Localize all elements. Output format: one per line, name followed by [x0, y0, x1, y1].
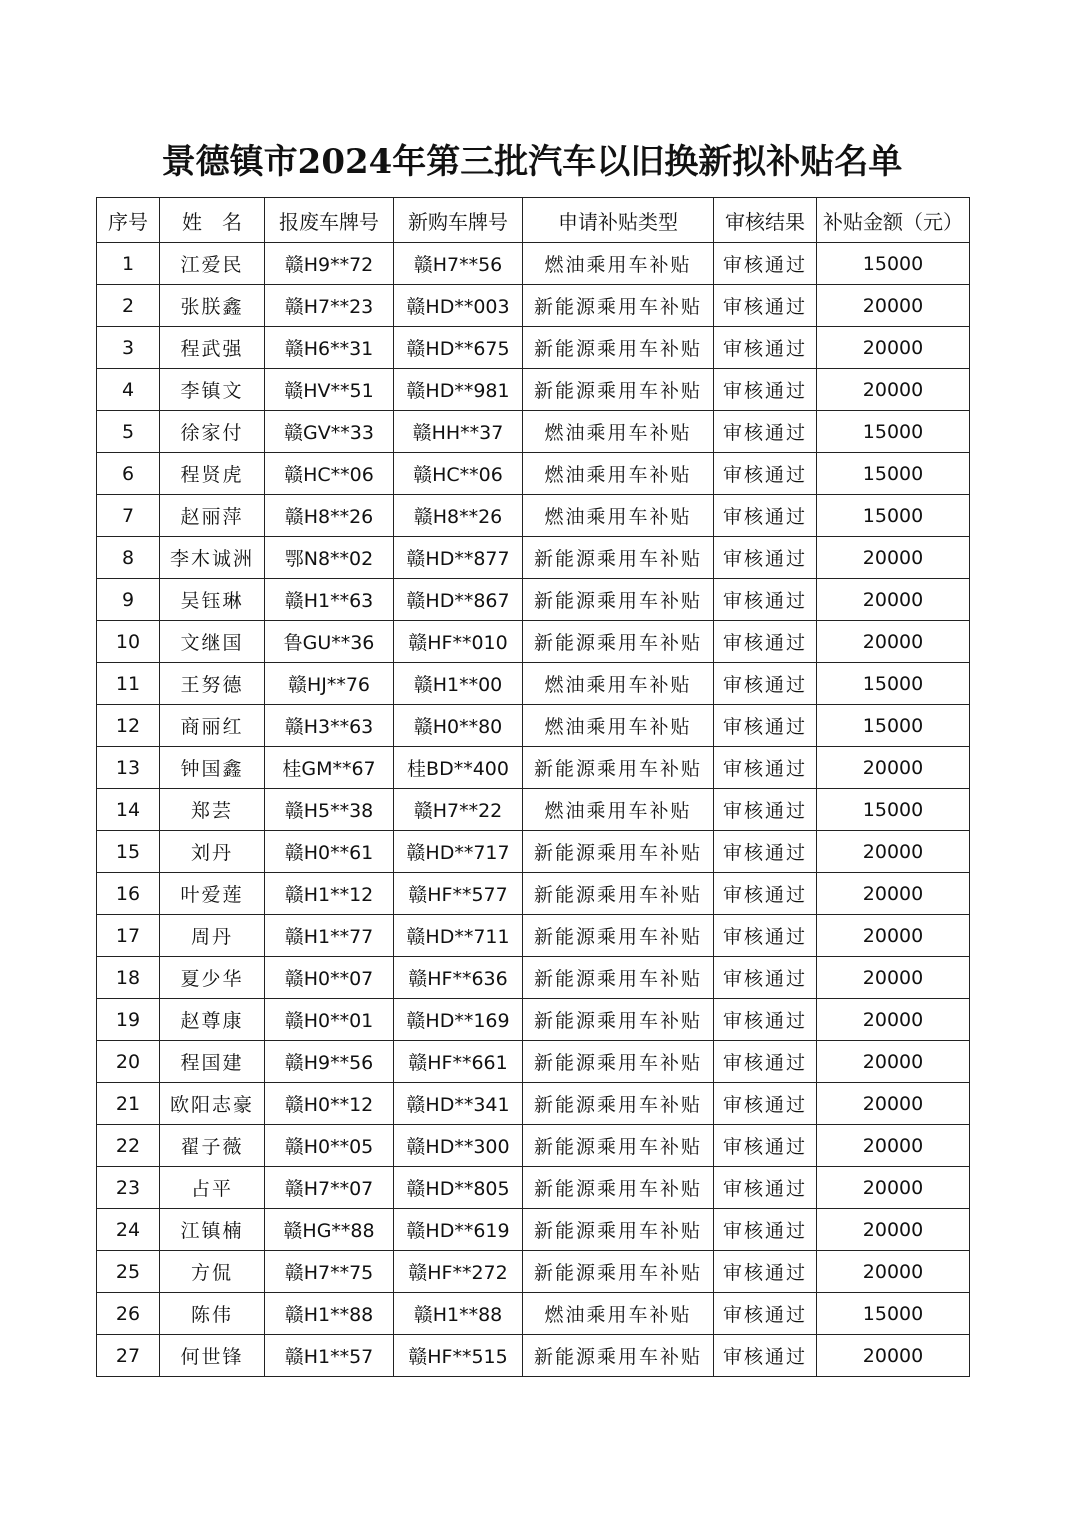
amount-cell: 20000	[817, 747, 970, 789]
subsidy-type-cell: 新能源乘用车补贴	[523, 537, 714, 579]
new-plate-cell: 赣HF**010	[394, 621, 523, 663]
name-cell: 夏少华	[160, 957, 265, 999]
table-header	[97, 198, 970, 243]
index-cell: 24	[97, 1209, 160, 1251]
name-cell: 方侃	[160, 1251, 265, 1293]
header-scrapped-plate: 报废车牌号	[265, 198, 394, 243]
subsidy-type-cell: 新能源乘用车补贴	[523, 369, 714, 411]
name-cell: 李镇文	[160, 369, 265, 411]
result-cell: 审核通过	[714, 1125, 817, 1167]
result-cell: 审核通过	[714, 1083, 817, 1125]
index-cell: 10	[97, 621, 160, 663]
result-cell: 审核通过	[714, 285, 817, 327]
new-plate-cell: 赣HD**877	[394, 537, 523, 579]
subsidy-type-cell: 燃油乘用车补贴	[523, 1293, 714, 1335]
amount-cell: 20000	[817, 621, 970, 663]
result-cell: 审核通过	[714, 957, 817, 999]
name-cell: 郑芸	[160, 789, 265, 831]
subsidy-type-cell: 燃油乘用车补贴	[523, 663, 714, 705]
amount-cell: 20000	[817, 579, 970, 621]
amount-cell: 15000	[817, 453, 970, 495]
result-cell: 审核通过	[714, 831, 817, 873]
index-cell: 6	[97, 453, 160, 495]
new-plate-cell: 赣HH**37	[394, 411, 523, 453]
amount-cell: 20000	[817, 915, 970, 957]
table-row	[97, 957, 970, 999]
amount-cell: 20000	[817, 873, 970, 915]
subsidy-type-cell: 新能源乘用车补贴	[523, 999, 714, 1041]
scrapped-plate-cell: 赣HV**51	[265, 369, 394, 411]
subsidy-table	[96, 197, 970, 1377]
table-row	[97, 663, 970, 705]
amount-cell: 20000	[817, 1083, 970, 1125]
subsidy-type-cell: 新能源乘用车补贴	[523, 1083, 714, 1125]
scrapped-plate-cell: 赣H9**72	[265, 243, 394, 285]
scrapped-plate-cell: 桂GM**67	[265, 747, 394, 789]
name-cell: 何世锋	[160, 1335, 265, 1377]
scrapped-plate-cell: 赣H0**07	[265, 957, 394, 999]
table-row	[97, 789, 970, 831]
new-plate-cell: 赣H7**22	[394, 789, 523, 831]
amount-cell: 15000	[817, 495, 970, 537]
index-cell: 9	[97, 579, 160, 621]
table-row	[97, 873, 970, 915]
subsidy-type-cell: 新能源乘用车补贴	[523, 915, 714, 957]
table-row	[97, 1167, 970, 1209]
amount-cell: 20000	[817, 1167, 970, 1209]
result-cell: 审核通过	[714, 1251, 817, 1293]
scrapped-plate-cell: 赣HG**88	[265, 1209, 394, 1251]
scrapped-plate-cell: 赣H1**77	[265, 915, 394, 957]
name-cell: 叶爱莲	[160, 873, 265, 915]
subsidy-type-cell: 新能源乘用车补贴	[523, 831, 714, 873]
table-row	[97, 831, 970, 873]
name-cell: 赵尊康	[160, 999, 265, 1041]
new-plate-cell: 赣HD**675	[394, 327, 523, 369]
table-row	[97, 747, 970, 789]
subsidy-type-cell: 新能源乘用车补贴	[523, 873, 714, 915]
name-cell: 张朕鑫	[160, 285, 265, 327]
table-row	[97, 411, 970, 453]
table-row	[97, 537, 970, 579]
scrapped-plate-cell: 鲁GU**36	[265, 621, 394, 663]
result-cell: 审核通过	[714, 1209, 817, 1251]
result-cell: 审核通过	[714, 789, 817, 831]
scrapped-plate-cell: 赣H9**56	[265, 1041, 394, 1083]
index-cell: 13	[97, 747, 160, 789]
subsidy-type-cell: 新能源乘用车补贴	[523, 1251, 714, 1293]
subsidy-type-cell: 新能源乘用车补贴	[523, 1209, 714, 1251]
index-cell: 19	[97, 999, 160, 1041]
amount-cell: 20000	[817, 1209, 970, 1251]
scrapped-plate-cell: 赣H1**63	[265, 579, 394, 621]
index-cell: 2	[97, 285, 160, 327]
name-cell: 商丽红	[160, 705, 265, 747]
table-row	[97, 1083, 970, 1125]
amount-cell: 20000	[817, 327, 970, 369]
name-cell: 占平	[160, 1167, 265, 1209]
new-plate-cell: 赣H1**88	[394, 1293, 523, 1335]
amount-cell: 15000	[817, 663, 970, 705]
amount-cell: 20000	[817, 1335, 970, 1377]
result-cell: 审核通过	[714, 579, 817, 621]
scrapped-plate-cell: 赣H7**23	[265, 285, 394, 327]
subsidy-type-cell: 新能源乘用车补贴	[523, 1335, 714, 1377]
name-cell: 江爱民	[160, 243, 265, 285]
scrapped-plate-cell: 赣H6**31	[265, 327, 394, 369]
result-cell: 审核通过	[714, 663, 817, 705]
subsidy-type-cell: 新能源乘用车补贴	[523, 1041, 714, 1083]
subsidy-type-cell: 新能源乘用车补贴	[523, 621, 714, 663]
index-cell: 17	[97, 915, 160, 957]
amount-cell: 15000	[817, 705, 970, 747]
result-cell: 审核通过	[714, 495, 817, 537]
subsidy-type-cell: 燃油乘用车补贴	[523, 453, 714, 495]
table-row	[97, 1251, 970, 1293]
result-cell: 审核通过	[714, 453, 817, 495]
result-cell: 审核通过	[714, 327, 817, 369]
header-name: 姓 名	[160, 198, 265, 243]
new-plate-cell: 赣HD**867	[394, 579, 523, 621]
new-plate-cell: 赣HC**06	[394, 453, 523, 495]
amount-cell: 15000	[817, 1293, 970, 1335]
subsidy-type-cell: 新能源乘用车补贴	[523, 327, 714, 369]
result-cell: 审核通过	[714, 915, 817, 957]
name-cell: 钟国鑫	[160, 747, 265, 789]
table-row	[97, 369, 970, 411]
table-row	[97, 915, 970, 957]
name-cell: 翟子薇	[160, 1125, 265, 1167]
scrapped-plate-cell: 赣H0**01	[265, 999, 394, 1041]
index-cell: 1	[97, 243, 160, 285]
new-plate-cell: 赣HD**300	[394, 1125, 523, 1167]
index-cell: 16	[97, 873, 160, 915]
result-cell: 审核通过	[714, 705, 817, 747]
index-cell: 11	[97, 663, 160, 705]
subsidy-type-cell: 新能源乘用车补贴	[523, 747, 714, 789]
table-row	[97, 1125, 970, 1167]
table-row	[97, 327, 970, 369]
new-plate-cell: 赣HF**661	[394, 1041, 523, 1083]
result-cell: 审核通过	[714, 873, 817, 915]
new-plate-cell: 赣HD**003	[394, 285, 523, 327]
table-row	[97, 1041, 970, 1083]
table-row	[97, 705, 970, 747]
header-result: 审核结果	[714, 198, 817, 243]
header-new-plate: 新购车牌号	[394, 198, 523, 243]
new-plate-cell: 赣HF**636	[394, 957, 523, 999]
table-row	[97, 999, 970, 1041]
subsidy-type-cell: 燃油乘用车补贴	[523, 243, 714, 285]
new-plate-cell: 桂BD**400	[394, 747, 523, 789]
table-row	[97, 1209, 970, 1251]
scrapped-plate-cell: 赣H0**05	[265, 1125, 394, 1167]
name-cell: 徐家付	[160, 411, 265, 453]
new-plate-cell: 赣H7**56	[394, 243, 523, 285]
name-cell: 刘丹	[160, 831, 265, 873]
name-cell: 李木诚洲	[160, 537, 265, 579]
result-cell: 审核通过	[714, 369, 817, 411]
scrapped-plate-cell: 赣H5**38	[265, 789, 394, 831]
index-cell: 22	[97, 1125, 160, 1167]
amount-cell: 20000	[817, 1251, 970, 1293]
name-cell: 王努德	[160, 663, 265, 705]
index-cell: 14	[97, 789, 160, 831]
table-row	[97, 579, 970, 621]
new-plate-cell: 赣H8**26	[394, 495, 523, 537]
name-cell: 欧阳志豪	[160, 1083, 265, 1125]
result-cell: 审核通过	[714, 537, 817, 579]
new-plate-cell: 赣HD**711	[394, 915, 523, 957]
subsidy-type-cell: 新能源乘用车补贴	[523, 285, 714, 327]
scrapped-plate-cell: 赣HC**06	[265, 453, 394, 495]
index-cell: 8	[97, 537, 160, 579]
index-cell: 3	[97, 327, 160, 369]
index-cell: 27	[97, 1335, 160, 1377]
scrapped-plate-cell: 赣H1**57	[265, 1335, 394, 1377]
page-title: 景德镇市2024年第三批汽车以旧换新拟补贴名单	[161, 142, 903, 182]
scrapped-plate-cell: 鄂N8**02	[265, 537, 394, 579]
scrapped-plate-cell: 赣H0**12	[265, 1083, 394, 1125]
table-row	[97, 621, 970, 663]
amount-cell: 15000	[817, 411, 970, 453]
result-cell: 审核通过	[714, 1167, 817, 1209]
name-cell: 江镇楠	[160, 1209, 265, 1251]
amount-cell: 20000	[817, 831, 970, 873]
result-cell: 审核通过	[714, 243, 817, 285]
result-cell: 审核通过	[714, 747, 817, 789]
table-row	[97, 285, 970, 327]
subsidy-type-cell: 新能源乘用车补贴	[523, 1125, 714, 1167]
index-cell: 21	[97, 1083, 160, 1125]
scrapped-plate-cell: 赣H0**61	[265, 831, 394, 873]
new-plate-cell: 赣HD**981	[394, 369, 523, 411]
new-plate-cell: 赣HD**619	[394, 1209, 523, 1251]
table-row	[97, 453, 970, 495]
table-row	[97, 495, 970, 537]
index-cell: 5	[97, 411, 160, 453]
name-cell: 程武强	[160, 327, 265, 369]
scrapped-plate-cell: 赣GV**33	[265, 411, 394, 453]
amount-cell: 20000	[817, 537, 970, 579]
header-index: 序号	[97, 198, 160, 243]
result-cell: 审核通过	[714, 621, 817, 663]
index-cell: 4	[97, 369, 160, 411]
new-plate-cell: 赣HD**717	[394, 831, 523, 873]
new-plate-cell: 赣H0**80	[394, 705, 523, 747]
index-cell: 7	[97, 495, 160, 537]
new-plate-cell: 赣HD**341	[394, 1083, 523, 1125]
name-cell: 周丹	[160, 915, 265, 957]
amount-cell: 15000	[817, 243, 970, 285]
result-cell: 审核通过	[714, 1335, 817, 1377]
subsidy-type-cell: 燃油乘用车补贴	[523, 411, 714, 453]
amount-cell: 20000	[817, 369, 970, 411]
amount-cell: 20000	[817, 957, 970, 999]
name-cell: 程贤虎	[160, 453, 265, 495]
subsidy-type-cell: 新能源乘用车补贴	[523, 579, 714, 621]
amount-cell: 20000	[817, 1125, 970, 1167]
scrapped-plate-cell: 赣H7**75	[265, 1251, 394, 1293]
result-cell: 审核通过	[714, 1041, 817, 1083]
index-cell: 18	[97, 957, 160, 999]
result-cell: 审核通过	[714, 411, 817, 453]
result-cell: 审核通过	[714, 1293, 817, 1335]
scrapped-plate-cell: 赣H8**26	[265, 495, 394, 537]
new-plate-cell: 赣HF**272	[394, 1251, 523, 1293]
scrapped-plate-cell: 赣H1**12	[265, 873, 394, 915]
amount-cell: 20000	[817, 999, 970, 1041]
header-amount: 补贴金额（元）	[817, 198, 970, 243]
index-cell: 25	[97, 1251, 160, 1293]
header-subsidy-type: 申请补贴类型	[523, 198, 714, 243]
new-plate-cell: 赣HF**515	[394, 1335, 523, 1377]
amount-cell: 20000	[817, 1041, 970, 1083]
table-body	[97, 243, 970, 1377]
name-cell: 文继国	[160, 621, 265, 663]
index-cell: 15	[97, 831, 160, 873]
name-cell: 吴钰琳	[160, 579, 265, 621]
new-plate-cell: 赣HD**805	[394, 1167, 523, 1209]
scrapped-plate-cell: 赣H1**88	[265, 1293, 394, 1335]
result-cell: 审核通过	[714, 999, 817, 1041]
header-row	[97, 198, 970, 243]
subsidy-type-cell: 新能源乘用车补贴	[523, 1167, 714, 1209]
name-cell: 陈伟	[160, 1293, 265, 1335]
scrapped-plate-cell: 赣H7**07	[265, 1167, 394, 1209]
index-cell: 20	[97, 1041, 160, 1083]
subsidy-type-cell: 燃油乘用车补贴	[523, 495, 714, 537]
table-row	[97, 1293, 970, 1335]
new-plate-cell: 赣HF**577	[394, 873, 523, 915]
name-cell: 程国建	[160, 1041, 265, 1083]
subsidy-type-cell: 燃油乘用车补贴	[523, 705, 714, 747]
index-cell: 12	[97, 705, 160, 747]
name-cell: 赵丽萍	[160, 495, 265, 537]
scrapped-plate-cell: 赣H3**63	[265, 705, 394, 747]
subsidy-type-cell: 燃油乘用车补贴	[523, 789, 714, 831]
index-cell: 23	[97, 1167, 160, 1209]
amount-cell: 20000	[817, 285, 970, 327]
amount-cell: 15000	[817, 789, 970, 831]
scrapped-plate-cell: 赣HJ**76	[265, 663, 394, 705]
subsidy-type-cell: 新能源乘用车补贴	[523, 957, 714, 999]
new-plate-cell: 赣H1**00	[394, 663, 523, 705]
table-row	[97, 243, 970, 285]
new-plate-cell: 赣HD**169	[394, 999, 523, 1041]
index-cell: 26	[97, 1293, 160, 1335]
table-row	[97, 1335, 970, 1377]
